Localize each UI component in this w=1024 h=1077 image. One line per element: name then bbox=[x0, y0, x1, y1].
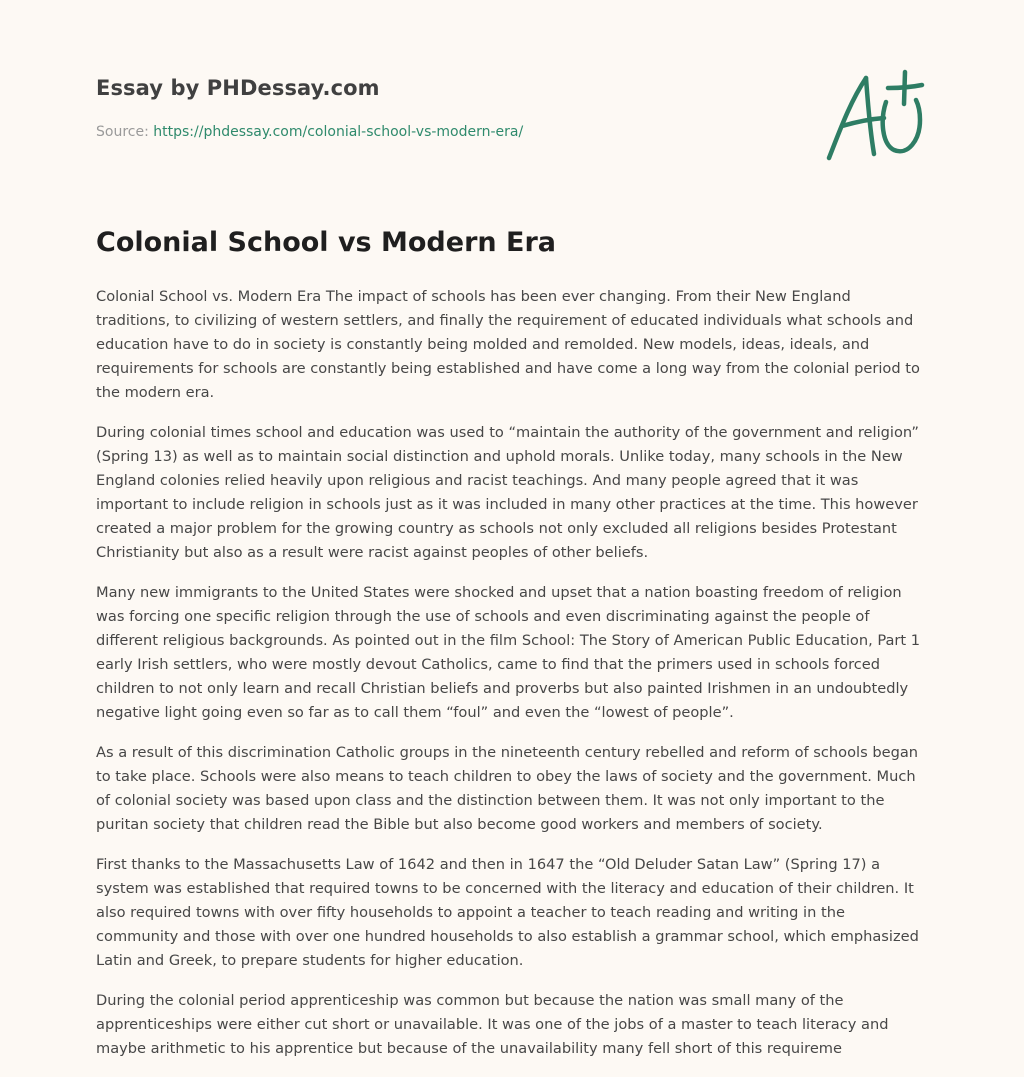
source-line bbox=[96, 124, 523, 140]
source-label: Source: bbox=[96, 124, 149, 140]
a-plus-grade-icon bbox=[822, 68, 930, 164]
essay-paragraph: As a result of this discrimination Catholic groups in the nineteenth century rebelled and reform of schools began to take place. Schools were also means to teach children to obey the laws of society and the government. Much of colonial society was based upon class and the distinction between them. It was not only important to the puritan society that children read the Bible but also become good workers and members of society. bbox=[96, 744, 919, 833]
essay-title: Colonial School vs Modern Era bbox=[96, 227, 556, 258]
essay-paragraph: During colonial times school and education was used to “maintain the authority of the government and religion” (Spring 13) as well as to maintain social distinction and uphold morals. Unlike today, many schools in the New England colonies relied heavily upon religious and racist teachings. And many people agreed that it was important to include religion in schools just as it was included in many other practices at the time. This however created a major problem for the growing country as schools not only excluded all religions besides Protestant Christianity but also as a result were racist against peoples of other beliefs. bbox=[96, 424, 919, 561]
essay-body bbox=[96, 285, 926, 1077]
essay-paragraph: During the colonial period apprenticeship was common but because the nation was small many of the apprenticeships were either cut short or unavailable. It was one of the jobs of a master to teach literacy and maybe arithmetic to his apprentice but because of the unavailability many fell short of this requireme bbox=[96, 992, 889, 1057]
essay-paragraph: Many new immigrants to the United States were shocked and upset that a nation boasting freedom of religion was forcing one specific religion through the use of schools and even discriminating against the people of different religious backgrounds. As pointed out in the film School: The Story of American Public Education, Part 1 early Irish settlers, who were mostly devout Catholics, came to find that the primers used in schools forced children to not only learn and recall Christian beliefs and proverbs but also painted Irishmen in an undoubtedly negative light going even so far as to call them “foul” and even the “lowest of people”. bbox=[96, 584, 921, 721]
essay-paragraph: Colonial School vs. Modern Era The impact of schools has been ever changing. From their New England traditions, to civilizing of western settlers, and finally the requirement of educated individuals what schools and education have to do in society is constantly being molded and remolded. New models, ideas, ideals, and requirements for schools are constantly being established and have come a long way from the colonial period to the modern era. bbox=[96, 288, 920, 401]
site-title: Essay by PHDessay.com bbox=[96, 76, 380, 100]
source-link[interactable]: https://phdessay.com/colonial-school-vs-modern-era/ bbox=[153, 124, 524, 140]
essay-paragraph: First thanks to the Massachusetts Law of 1642 and then in 1647 the “Old Deluder Satan Law” (Spring 17) a system was established that required towns to be concerned with the literacy and education of their children. It also required towns with over fifty households to appoint a teacher to teach reading and writing in the community and those with over one hundred households to also establish a grammar school, which emphasized Latin and Greek, to prepare students for higher education. bbox=[96, 856, 919, 969]
